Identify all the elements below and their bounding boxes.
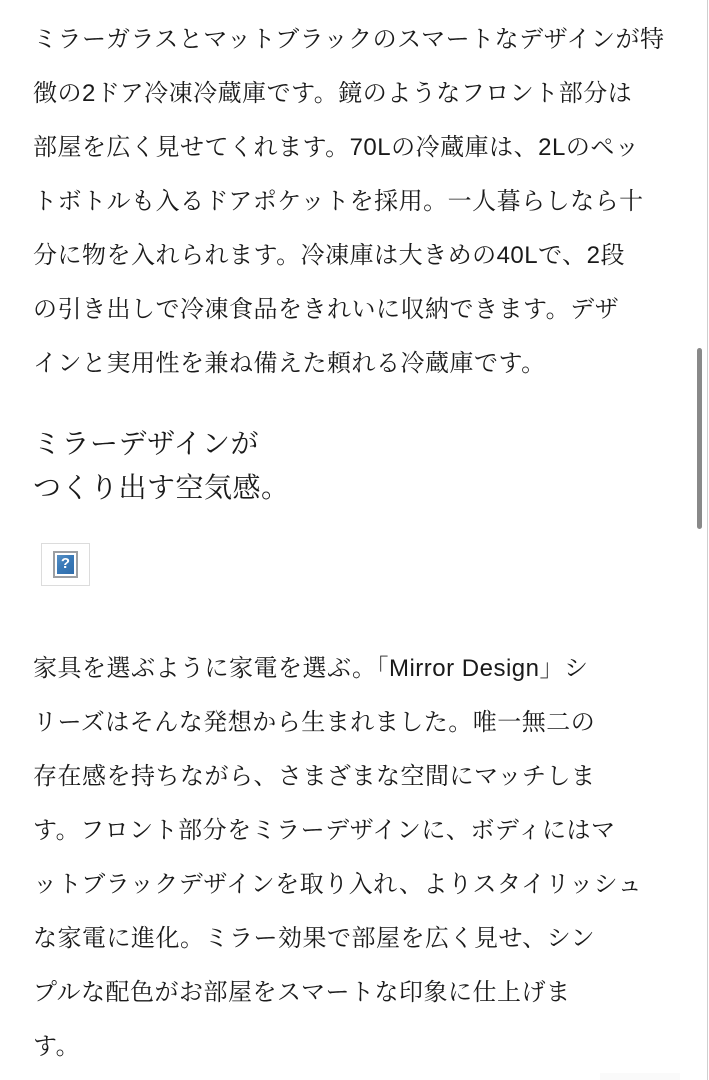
text-line: の引き出しで冷凍食品をきれいに収納できます。デザ [33,296,620,323]
text-line: 分に物を入れられます。冷凍庫は大きめの40Lで、2段 [33,242,625,269]
text-line: 徴の2ドア冷凍冷蔵庫です。鏡のようなフロント部分は [33,80,633,107]
mirror-design-paragraph [33,642,683,1074]
text-line: リーズはそんな発想から生まれました。唯一無二の [33,709,596,736]
text-line: ットブラックデザインを取り入れ、よりスタイリッシュ [33,871,643,898]
text-line: ミラーガラスとマットブラックのスマートなデザインが特 [33,26,665,53]
text-line: ミラーデザインが [33,428,260,459]
page-right-border-line [707,0,708,1080]
text-line: つくり出す空気感。 [33,472,290,503]
text-line: プルな配色がお部屋をスマートな印象に仕上げま [33,979,571,1006]
text-line: インと実用性を兼ね備えた頼れる冷蔵庫です。 [33,350,546,377]
below-fold-element-edge [600,1073,680,1080]
scrollbar-thumb[interactable] [697,348,702,529]
text-line: 家具を選ぶように家電を選ぶ。「Mirror Design」シ [33,655,589,682]
text-line: 存在感を持ちながら、さまざまな空間にマッチしま [33,763,596,790]
text-line: す。 [33,1033,81,1060]
text-line: トボトルも入るドアポケットを採用。一人暮らしなら十 [33,188,644,215]
broken-image-icon [53,551,78,578]
mirror-design-heading [33,422,290,510]
text-line: な家電に進化。ミラー効果で部屋を広く見せ、シン [33,925,596,952]
broken-image-placeholder [41,543,90,586]
broken-image-question-glyph: ? [60,555,71,572]
product-description-paragraph [33,13,683,391]
text-line: 部屋を広く見せてくれます。70Lの冷蔵庫は、2Lのペッ [33,134,640,161]
text-line: す。フロント部分をミラーデザインに、ボディにはマ [33,817,616,844]
